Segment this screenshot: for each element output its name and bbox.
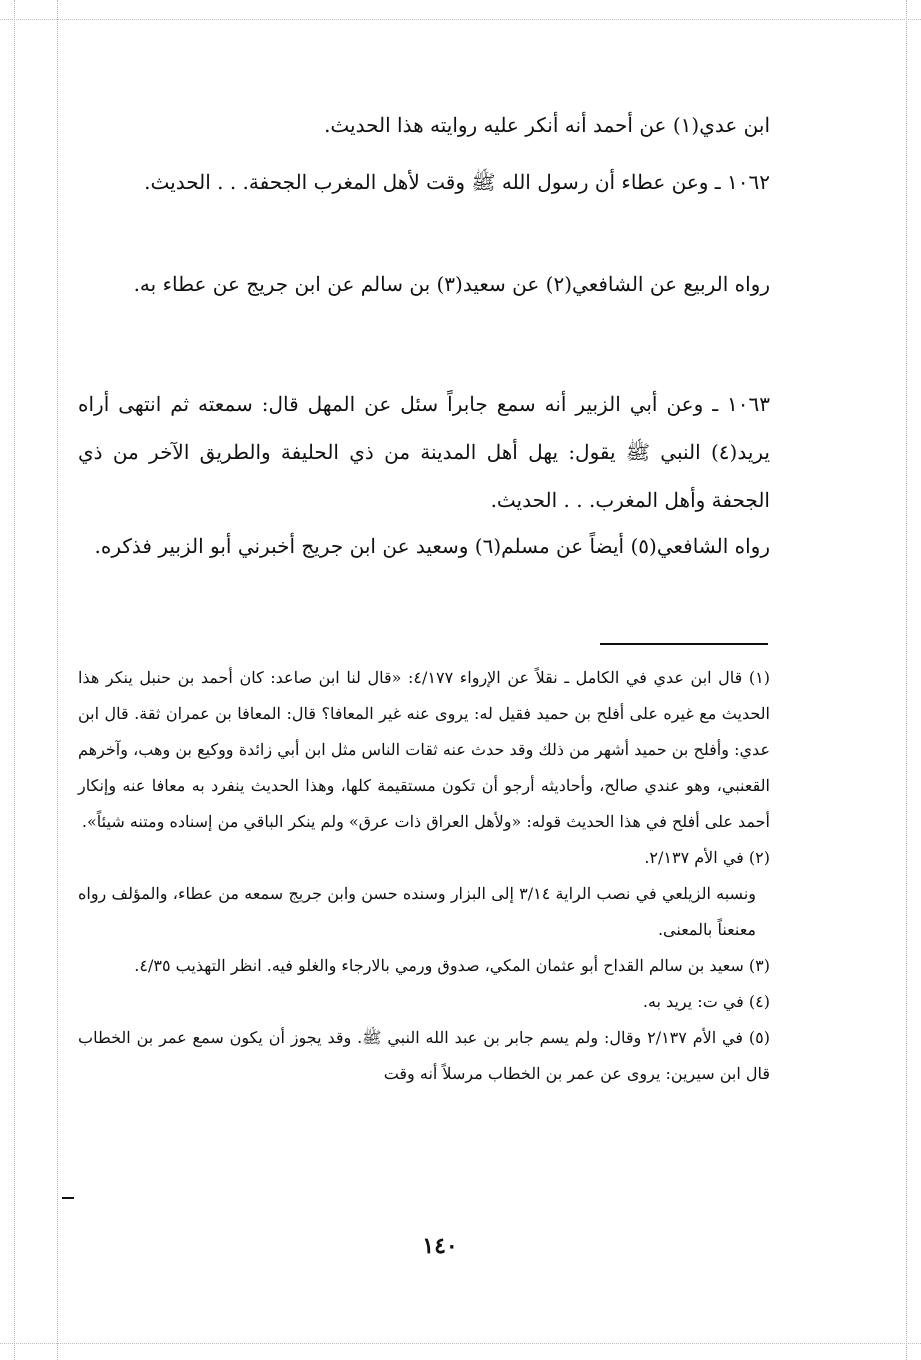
hadith-1063-narration: رواه الشافعي(٥) أيضاً عن مسلم(٦) وسعيد عن ابن جريج أخبرني أبو الزبير فذكره. <box>94 534 770 558</box>
scan-margin-line-left <box>57 0 58 1360</box>
scan-edge-left <box>14 0 15 1360</box>
scan-edge-top <box>0 19 921 20</box>
footnote-3: (٣) سعيد بن سالم القداح أبو عثمان المكي، صدوق ورمي بالارجاء والغلو فيه. انظر التهذيب ٤/٣٥. <box>134 956 770 975</box>
hadith-1062: ١٠٦٢ ـ وعن عطاء أن رسول الله ﷺ وقت لأهل المغرب الجحفة. . . الحديث. <box>144 170 770 194</box>
footnote-1: (١) قال ابن عدي في الكامل ـ نقلاً عن الإرواء ٤/١٧٧: «قال لنا ابن صاعد: كان أحمد بن حنبل ينكر هذا الحديث مع غيره على أفلح بن حميد فقيل له: يروى عنه غير المعافا؟ قال: المعافا بن عمران ثقة. قال ابن عدي: وأفلح بن حميد أشهر من ذلك وقد حدث عنه ثقات الناس مثل ابن أبي زائدة ووكيع بن وهب، وآخرهم القعنبي، وهو عندي صالح، وأحاديثه أرجو أن تكون مستقيمة كلها، وهذا الحديث ينفرد به معافا عنه وإنكار أحمد على أفلح في هذا الحديث قوله: «ولأهل العراق ذات عرق» ولم ينكر الباقي من إسناده ومتنه شيئاً». <box>78 668 770 831</box>
footnotes <box>78 660 770 1092</box>
scan-edge-right <box>906 0 907 1360</box>
footnote-2-continuation: ونسبه الزيلعي في نصب الراية ٣/١٤ إلى البزار وسنده حسن وابن جريج سمعه من عطاء، والمؤلف رواه معنعناً بالمعنى. <box>78 884 757 939</box>
main-paragraph-1: ابن عدي(١) عن أحمد أنه أنكر عليه روايته هذا الحديث. <box>324 113 770 137</box>
page-number: ١٤٠ <box>422 1233 458 1259</box>
scan-edge-bottom <box>0 1343 921 1344</box>
footnote-2: (٢) في الأم ٢/١٣٧. <box>644 848 770 867</box>
hadith-1062-narration: رواه الربيع عن الشافعي(٢) عن سعيد(٣) بن سالم عن ابن جريج عن عطاء به. <box>133 272 770 296</box>
footnote-4: (٤) في ت: يريد به. <box>642 992 770 1011</box>
continuation-dash <box>62 1197 74 1199</box>
hadith-1063: ١٠٦٣ ـ وعن أبي الزبير أنه سمع جابراً سئل عن المهل قال: سمعته ثم انتهى أراه يريد(٤) النبي ﷺ يقول: يهل أهل المدينة من ذي الحليفة والطريق الآخر من ذي الجحفة وأهل المغرب. . . الحديث. <box>78 392 770 512</box>
footnote-separator <box>600 643 768 645</box>
footnote-5: (٥) في الأم ٢/١٣٧ وقال: ولم يسم جابر بن عبد الله النبي ﷺ. وقد يجوز أن يكون سمع عمر بن الخطاب قال ابن سيرين: يروى عن عمر بن الخطاب مرسلاً أنه وقت <box>78 1028 770 1083</box>
